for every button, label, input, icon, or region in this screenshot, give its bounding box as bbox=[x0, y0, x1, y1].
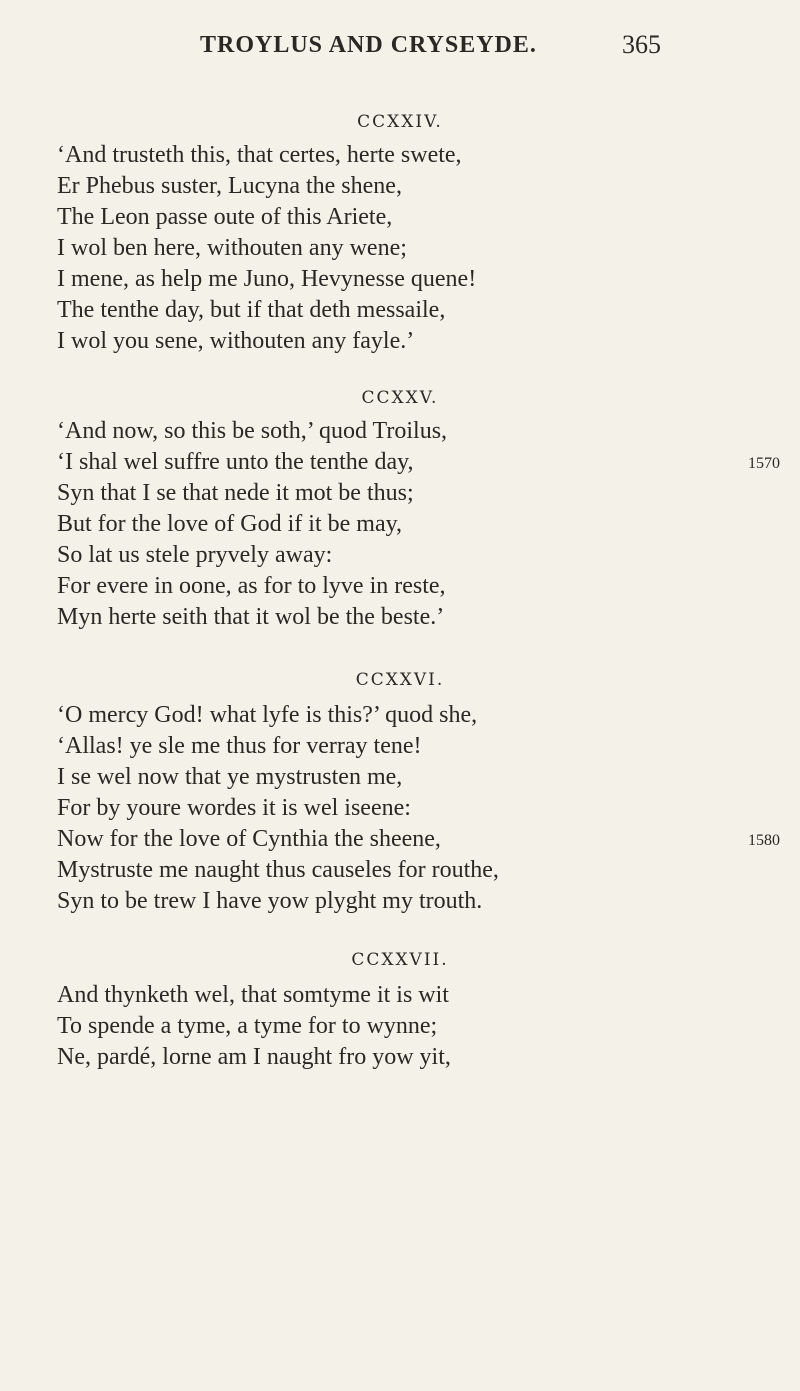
verse-line: ‘I shal wel suffre unto the tenthe day, bbox=[57, 449, 414, 475]
page-header bbox=[0, 28, 800, 68]
verse-line: Ne, pardé, lorne am I naught fro yow yit, bbox=[57, 1044, 451, 1070]
stanza-number: CCXXVI. bbox=[355, 670, 445, 690]
verse-line: Er Phebus suster, Lucyna the shene, bbox=[57, 173, 402, 199]
verse-line: Mystruste me naught thus causeles for routhe, bbox=[57, 857, 499, 883]
line-number: 1580 bbox=[748, 832, 780, 849]
verse-line: Syn that I se that nede it mot be thus; bbox=[57, 480, 414, 506]
verse-line: ‘Allas! ye sle me thus for verray tene! bbox=[57, 733, 422, 759]
verse-line: I wol you sene, withouten any fayle.’ bbox=[57, 328, 415, 354]
verse-line: So lat us stele pryvely away: bbox=[57, 542, 333, 568]
verse-line: Syn to be trew I have yow plyght my trouth. bbox=[57, 888, 483, 914]
verse-line: I se wel now that ye mystrusten me, bbox=[57, 764, 403, 790]
stanza-number: CCXXVII. bbox=[351, 950, 449, 970]
verse-line: The Leon passe oute of this Ariete, bbox=[57, 204, 393, 230]
verse-line: I mene, as help me Juno, Hevynesse quene! bbox=[57, 266, 477, 292]
verse-line: For by youre wordes it is wel iseene: bbox=[57, 795, 411, 821]
line-number: 1570 bbox=[748, 455, 780, 472]
verse-line: The tenthe day, but if that deth messaile, bbox=[57, 297, 446, 323]
stanza-number: CCXXV. bbox=[361, 388, 439, 408]
verse-line: Myn herte seith that it wol be the beste.’ bbox=[57, 604, 445, 630]
stanza-number: CCXXIV. bbox=[357, 112, 443, 132]
verse-line: And thynketh wel, that somtyme it is wit bbox=[57, 982, 449, 1008]
verse-line: ‘And now, so this be soth,’ quod Troilus, bbox=[57, 418, 448, 444]
verse-line: ‘O mercy God! what lyfe is this?’ quod she, bbox=[57, 702, 478, 728]
verse-line: To spende a tyme, a tyme for to wynne; bbox=[57, 1013, 438, 1039]
verse-line: But for the love of God if it be may, bbox=[57, 511, 403, 537]
running-title: TROYLUS AND CRYSEYDE. bbox=[200, 32, 537, 58]
verse-line: I wol ben here, withouten any wene; bbox=[57, 235, 407, 261]
verse-line: For evere in oone, as for to lyve in reste, bbox=[57, 573, 446, 599]
verse-line: Now for the love of Cynthia the sheene, bbox=[57, 826, 441, 852]
page-number: 365 bbox=[622, 30, 661, 59]
verse-line: ‘And trusteth this, that certes, herte swete, bbox=[57, 142, 462, 168]
